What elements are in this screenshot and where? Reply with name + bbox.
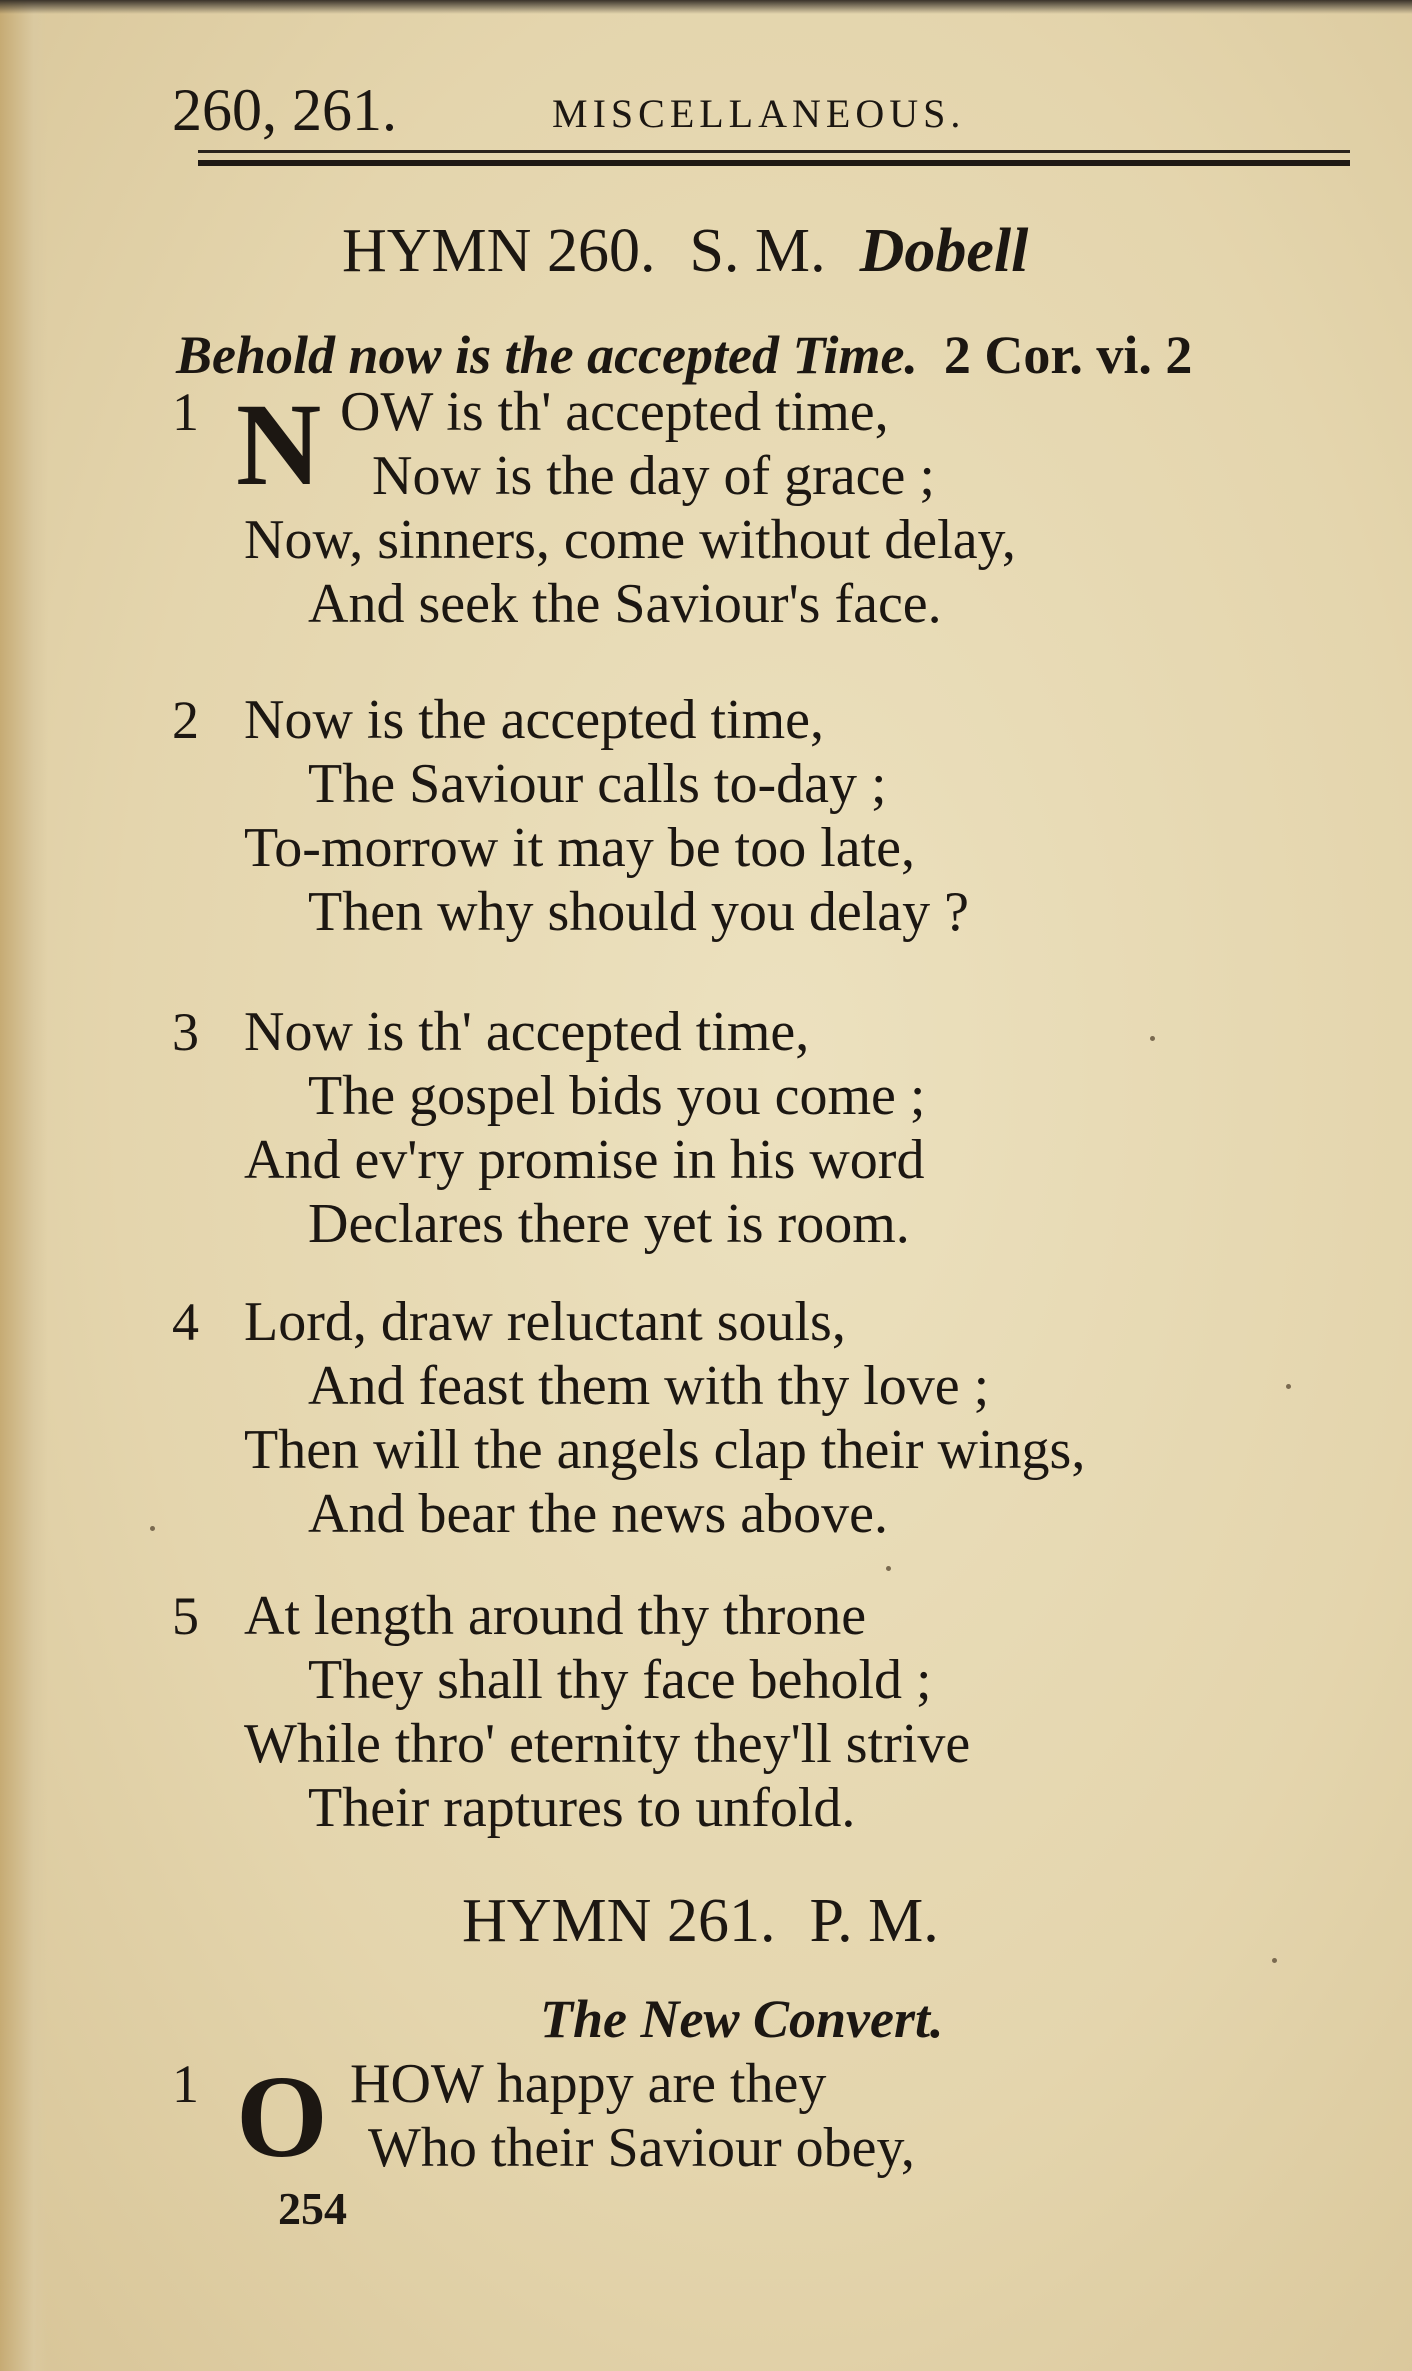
header-rule-thick bbox=[198, 160, 1350, 166]
verse-text: HOW happy are they bbox=[350, 2053, 827, 2115]
verse-text: And seek the Saviour's face. bbox=[308, 573, 942, 635]
verse-text: Lord, draw reluctant souls, bbox=[244, 1291, 846, 1353]
stanza-number: 4 bbox=[172, 1292, 199, 1352]
section-title: MISCELLANEOUS. bbox=[552, 91, 966, 136]
verse-text: Their raptures to unfold. bbox=[308, 1777, 856, 1839]
verse-text: Now is the accepted time, bbox=[244, 689, 825, 751]
verse-text: And feast them with thy love ; bbox=[308, 1355, 990, 1417]
verse-text: To-morrow it may be too late, bbox=[244, 817, 916, 879]
running-head bbox=[172, 76, 1352, 146]
verse-text: They shall thy face behold ; bbox=[308, 1649, 932, 1711]
stanza-number: 1 bbox=[172, 382, 199, 442]
verse-text: OW is th' accepted time, bbox=[340, 381, 889, 443]
hymn-meter: P. M. bbox=[809, 1887, 939, 1955]
header-rule-thin bbox=[198, 150, 1350, 153]
drop-cap: O bbox=[236, 2051, 328, 2182]
verse-text: And ev'ry promise in his word bbox=[244, 1129, 925, 1191]
stanza-number: 1 bbox=[172, 2054, 199, 2114]
stanza-number: 2 bbox=[172, 690, 199, 750]
hymn-261-heading bbox=[462, 1886, 939, 1957]
scripture-reference: 2 Cor. vi. 2 bbox=[943, 325, 1193, 385]
stanza-number: 3 bbox=[172, 1002, 199, 1062]
verse-text: Declares there yet is room. bbox=[308, 1193, 910, 1255]
verse-text: Then will the angels clap their wings, bbox=[244, 1419, 1086, 1481]
verse-text: While thro' eternity they'll strive bbox=[244, 1713, 971, 1775]
page-folio: 254 bbox=[278, 2183, 347, 2234]
verse-text: Now is the day of grace ; bbox=[372, 445, 935, 507]
hymn-numbers-range: 260, 261. bbox=[172, 77, 397, 143]
page-edge-shadow bbox=[0, 0, 48, 2371]
hymn-meter: S. M. bbox=[689, 217, 826, 285]
paper-speck bbox=[1150, 1036, 1155, 1041]
hymn-title: HYMN 261. bbox=[462, 1887, 776, 1955]
verse-text: The Saviour calls to-day ; bbox=[308, 753, 887, 815]
verse-text: Now is th' accepted time, bbox=[244, 1001, 810, 1063]
page-top-shadow bbox=[0, 0, 1412, 14]
hymn-260-heading bbox=[342, 216, 1028, 287]
verse-text: Who their Saviour obey, bbox=[368, 2117, 915, 2179]
hymn-261-subtitle bbox=[540, 1988, 943, 2050]
verse-text: At length around thy throne bbox=[244, 1585, 867, 1647]
hymn-subtitle-text: The New Convert. bbox=[540, 1989, 944, 2049]
verse-text: Now, sinners, come without delay, bbox=[244, 509, 1016, 571]
paper-speck bbox=[1286, 1384, 1291, 1389]
verse-text: Then why should you delay ? bbox=[308, 881, 969, 943]
hymn-subtitle-text: Behold now is the accepted Time. bbox=[176, 325, 918, 385]
verse-text: And bear the news above. bbox=[308, 1483, 889, 1545]
stanza-number: 5 bbox=[172, 1586, 199, 1646]
header-rule bbox=[198, 150, 1350, 170]
paper-speck bbox=[150, 1526, 155, 1531]
hymn-title: HYMN 260. bbox=[342, 217, 656, 285]
paper-speck bbox=[886, 1566, 891, 1571]
hymn-composer: Dobell bbox=[859, 217, 1029, 285]
verse-text: The gospel bids you come ; bbox=[308, 1065, 926, 1127]
hymn-260-subtitle bbox=[176, 324, 1192, 386]
paper-speck bbox=[1272, 1958, 1277, 1963]
drop-cap: N bbox=[236, 379, 322, 510]
